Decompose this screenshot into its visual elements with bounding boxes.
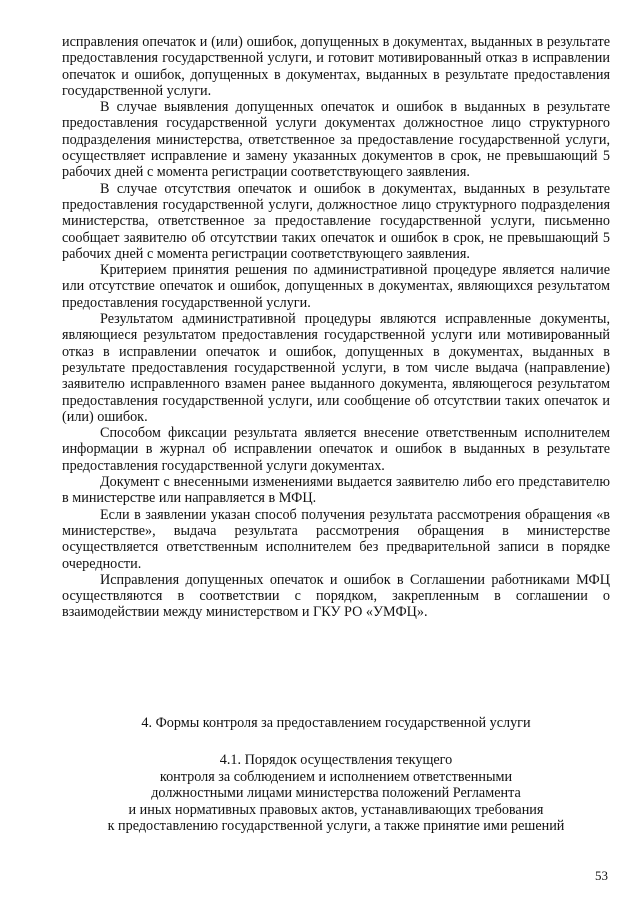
document-body xyxy=(62,34,610,621)
subsection-line-5: к предоставлению государственной услуги, а также принятие ими решений xyxy=(107,818,565,835)
subsection-line-4: и иных нормативных правовых актов, устанавливающих требования xyxy=(128,801,544,818)
subsection-line-1: 4.1. Порядок осуществления текущего xyxy=(219,752,453,768)
paragraph-9: Исправления допущенных опечаток и ошибок в Соглашении работниками МФЦ осуществляются в соответствии с порядком, закрепленным в соглашении о взаимодействии между министерством и ГКУ РО «УМФЦ». xyxy=(62,571,610,621)
paragraph-2: В случае выявления допущенных опечаток и ошибок в выданных в результате предоставления государственной услуги документах должностное лицо структурного подразделения министерства, ответственное за предоставление государственной услуги, осуществляет исправление и замену указанных документов в срок, не превышающий 5 рабочих дней с момента регистрации соответствующего заявления. xyxy=(62,99,610,181)
paragraph-4: Критерием принятия решения по административной процедуре является наличие или отсутствие опечаток и ошибок, допущенных в документах, являющихся результатом предоставления государственной услуги. xyxy=(62,262,610,311)
paragraph-1: исправления опечаток и (или) ошибок, допущенных в документах, выданных в результате предоставления государственной услуги, и готовит мотивированный отказ в исправлении опечаток и ошибок, допущенных в документах, выданных в результате предоставления государственной услуги. xyxy=(62,34,610,99)
subsection-heading xyxy=(62,752,610,835)
paragraph-8: Если в заявлении указан способ получения результата рассмотрения обращения «в министерстве», выдача результата рассмотрения обращения в министерстве осуществляется ответственным исполнителем без предварительной записи в порядке очередности. xyxy=(62,506,610,572)
paragraph-7: Документ с внесенными изменениями выдается заявителю либо его представителю в министерстве или направляется в МФЦ. xyxy=(62,474,610,507)
subsection-line-2: контроля за соблюдением и исполнением ответственными xyxy=(159,768,513,785)
paragraph-5: Результатом административной процедуры являются исправленные документы, являющиеся результатом предоставления государственной услуги или мотивированный отказ в исправлении опечаток и ошибок, допущенных в документах, выданных в результате предоставления государственной услуги, в том числе выдача (направление) заявителю исправленного взамен ранее выданного документа, являющегося результатом предоставления государственной услуги, или сообщение об отсутствии таких опечаток и (или) ошибок. xyxy=(62,311,610,425)
page-number: 53 xyxy=(595,868,608,883)
paragraph-3: В случае отсутствия опечаток и ошибок в документах, выданных в результате предоставления государственной услуги, должностное лицо структурного подразделения министерства, ответственное за предоставление государственной услуги, письменно сообщает заявителю об отсутствии таких опечаток и ошибок в срок, не превышающий 5 рабочих дней с момента регистрации соответствующего заявления. xyxy=(62,180,610,262)
paragraph-6: Способом фиксации результата является внесение ответственным исполнителем информации в журнал об исправлении опечаток и ошибок в выданных в результате предоставления государственной услуги документах. xyxy=(62,425,610,474)
section-heading: 4. Формы контроля за предоставлением государственной услуги xyxy=(141,715,531,731)
subsection-line-3: должностными лицами министерства положений Регламента xyxy=(151,785,521,802)
